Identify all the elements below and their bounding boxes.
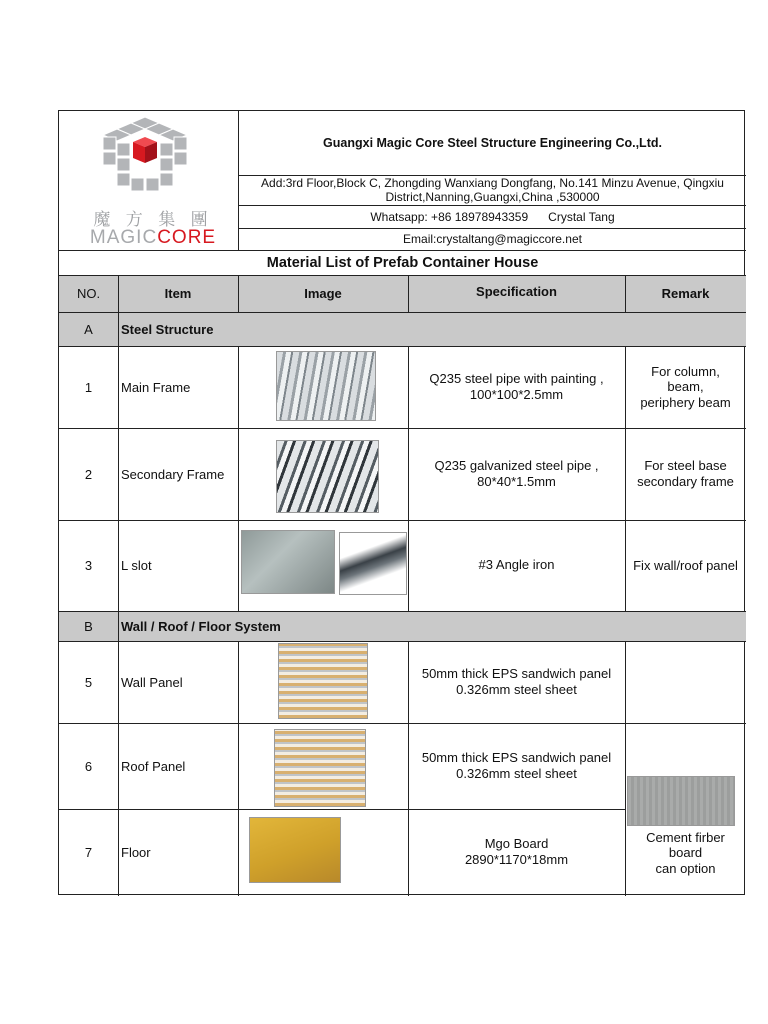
company-name: Guangxi Magic Core Steel Structure Engineering Co.,Ltd. [323, 136, 662, 150]
row-5-spec [408, 641, 625, 723]
row-7-no: 7 [84, 844, 93, 860]
row-6-spec-line2: 0.326mm steel sheet [456, 766, 577, 781]
header-remark: Remark [661, 286, 710, 301]
row-5-spec-line2: 0.326mm steel sheet [456, 682, 577, 697]
rule-col-spec-b [625, 346, 626, 611]
rule-title-bottom [59, 275, 746, 276]
company-logo [59, 111, 238, 250]
company-email: Email:crystaltang@magiccore.net [403, 232, 582, 246]
row-7-remark-line3: can option [655, 860, 716, 876]
row-5-spec-line1: 50mm thick EPS sandwich panel [421, 666, 612, 681]
company-whatsapp: Whatsapp: +86 18978943359 Crystal Tang [370, 210, 615, 224]
logo-chinese-text: 魔 方 集 團 [93, 210, 213, 230]
logo-magic-text: MAGIC [89, 227, 158, 248]
material-list-sheet [58, 110, 745, 895]
header-item: Item [164, 286, 192, 301]
section-a-label: Steel Structure [121, 321, 214, 337]
rule-row-6-bottom [59, 809, 625, 810]
rule-col-no [118, 275, 119, 896]
rule-header-bottom [59, 250, 746, 251]
section-b-label: Wall / Roof / Floor System [121, 618, 281, 634]
row-7-item: Floor [121, 844, 151, 860]
row-6-spec [408, 723, 625, 809]
rule-col-image-b [408, 346, 409, 611]
rule-col-spec-a [625, 275, 626, 312]
rule-address [238, 205, 746, 206]
rule-col-image-a [408, 275, 409, 312]
rule-colheader-bottom [59, 312, 746, 313]
rule-section-b-bottom [59, 641, 746, 642]
row-1-remark-line3: periphery beam [640, 394, 731, 410]
row-3-spec: #3 Angle iron [478, 556, 555, 572]
rule-col-item-b [238, 346, 239, 611]
row-1-no: 1 [84, 379, 93, 395]
cement-fiber-board-photo [627, 776, 735, 826]
rule-section-a-bottom [59, 346, 746, 347]
header-no: NO. [76, 286, 101, 301]
rule-col-spec-c [625, 641, 626, 896]
wall-panel-photo [278, 643, 368, 719]
row-1-spec-line1: Q235 steel pipe with painting , [429, 371, 604, 386]
rule-row-3-bottom [59, 611, 746, 612]
row-7-remark-line1: Cement firber [646, 829, 725, 845]
roof-panel-photo [274, 729, 366, 807]
row-7-spec-line1: Mgo Board [484, 836, 549, 851]
row-2-spec-line2: 80*40*1.5mm [477, 474, 556, 489]
main-frame-photo [276, 351, 376, 421]
rule-row-2-bottom [59, 520, 746, 521]
row-6-no: 6 [84, 758, 93, 774]
rule-whatsapp [238, 228, 746, 229]
row-2-item: Secondary Frame [121, 466, 225, 482]
row-6-item: Roof Panel [121, 758, 186, 774]
row-1-remark-line2: beam, [667, 379, 704, 395]
row-7-spec-line2: 2890*1170*18mm [464, 852, 569, 867]
header-specification: Specification [476, 284, 557, 299]
row-2-spec-line1: Q235 galvanized steel pipe , [434, 458, 599, 473]
document-title: Material List of Prefab Container House [266, 254, 539, 271]
company-address: Add:3rd Floor,Block C, Zhongding Wanxiang Dongfang, No.141 Minzu Avenue, Qingxiu District,Nanning,Guangxi,China ,530000 [261, 176, 724, 204]
row-3-remark: Fix wall/roof panel [633, 558, 738, 573]
rule-logo-right [238, 111, 239, 250]
row-2-no: 2 [84, 466, 93, 482]
cube-logo-icon [59, 111, 238, 203]
section-a-no: A [84, 321, 93, 337]
row-1-item: Main Frame [121, 379, 191, 395]
row-3-no: 3 [84, 558, 93, 573]
rule-row-1-bottom [59, 428, 746, 429]
rule-company-name [238, 175, 746, 176]
l-slot-photo-2 [339, 532, 407, 595]
secondary-frame-photo [276, 440, 379, 513]
row-7-spec [408, 809, 625, 895]
row-1-remark-line1: For column, [651, 363, 720, 379]
row-1-remark [625, 346, 746, 428]
row-3-item: L slot [121, 558, 152, 573]
row-5-item: Wall Panel [121, 674, 183, 690]
row-2-remark-line1: For steel base [644, 458, 727, 473]
row-2-remark [625, 428, 746, 520]
row-1-spec [408, 346, 625, 428]
section-b-no: B [84, 618, 93, 634]
row-6-spec-line1: 50mm thick EPS sandwich panel [421, 750, 612, 765]
l-slot-photo-1 [241, 530, 335, 594]
logo-english-text [73, 227, 233, 249]
rule-col-image-c [408, 641, 409, 896]
rule-row-5-bottom [59, 723, 746, 724]
logo-core-text: CORE [157, 227, 217, 248]
rule-col-item-a [238, 275, 239, 312]
row-2-spec [408, 428, 625, 520]
row-5-no: 5 [84, 674, 93, 690]
row-1-spec-line2: 100*100*2.5mm [469, 387, 564, 402]
header-image: Image [304, 286, 342, 301]
row-2-remark-line2: secondary frame [637, 474, 734, 489]
rule-col-item-c [238, 641, 239, 896]
row-7-remark [625, 827, 746, 879]
floor-mgo-board-photo [249, 817, 341, 883]
row-7-remark-line2: board [668, 845, 703, 861]
